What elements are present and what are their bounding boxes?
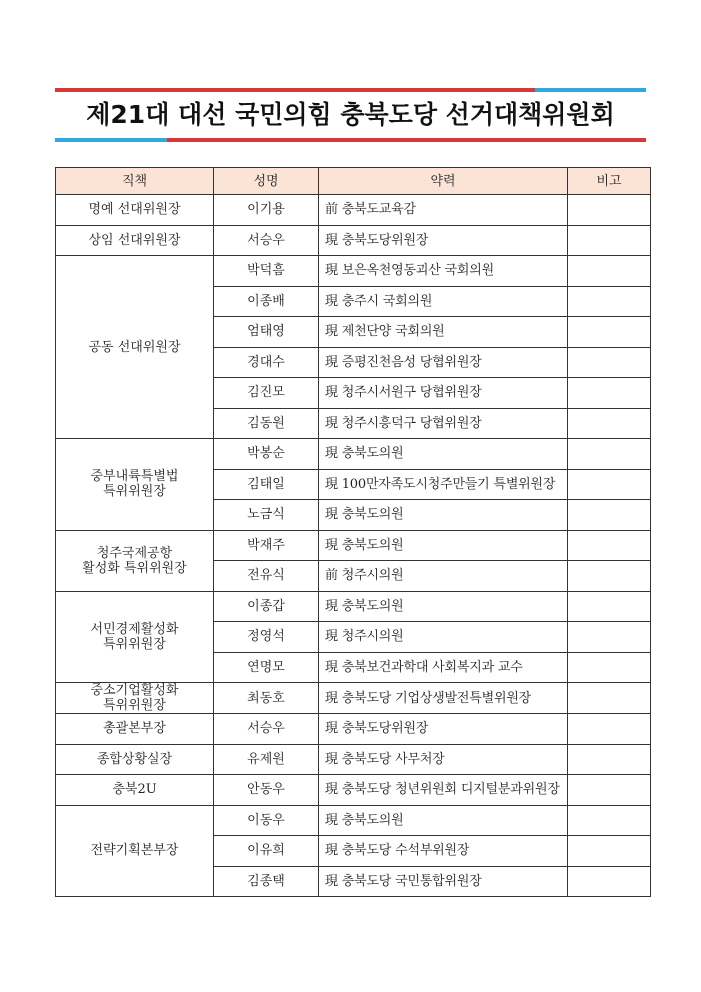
- career-cell: 前 청주시의원: [319, 561, 568, 592]
- career-cell: 現 증평진천음성 당협위원장: [319, 347, 568, 378]
- position-cell: 종합상황실장: [56, 744, 214, 775]
- note-cell: [568, 317, 651, 348]
- career-cell: 現 충북도당 수석부위원장: [319, 836, 568, 867]
- name-cell: 김태일: [214, 469, 319, 500]
- career-cell: 現 청주시의원: [319, 622, 568, 653]
- name-cell: 전유식: [214, 561, 319, 592]
- career-cell: 現 충북도의원: [319, 439, 568, 470]
- title-top-blue-bar: [535, 88, 646, 92]
- note-cell: [568, 561, 651, 592]
- name-cell: 유제원: [214, 744, 319, 775]
- position-cell: 청주국제공항 활성화 특위위원장: [56, 530, 214, 591]
- name-cell: 엄태영: [214, 317, 319, 348]
- career-cell: 現 청주시흥덕구 당협위원장: [319, 408, 568, 439]
- title-top-red-bar: [55, 88, 535, 92]
- name-cell: 김진모: [214, 378, 319, 409]
- position-cell: 중부내륙특별법 특위위원장: [56, 439, 214, 531]
- note-cell: [568, 683, 651, 714]
- table-row: [56, 195, 651, 226]
- note-cell: [568, 347, 651, 378]
- table-row: [56, 744, 651, 775]
- name-cell: 경대수: [214, 347, 319, 378]
- table-row: [56, 225, 651, 256]
- header-position: 직책: [56, 168, 214, 195]
- note-cell: [568, 225, 651, 256]
- note-cell: [568, 469, 651, 500]
- name-cell: 최동호: [214, 683, 319, 714]
- note-cell: [568, 591, 651, 622]
- position-cell: 서민경제활성화 특위위원장: [56, 591, 214, 683]
- career-cell: 現 충북보건과학대 사회복지과 교수: [319, 652, 568, 683]
- table-body: [56, 195, 651, 897]
- name-cell: 박봉순: [214, 439, 319, 470]
- note-cell: [568, 286, 651, 317]
- career-cell: 現 충북도의원: [319, 591, 568, 622]
- note-cell: [568, 530, 651, 561]
- name-cell: 안동우: [214, 775, 319, 806]
- table-row: [56, 775, 651, 806]
- career-cell: 現 충주시 국회의원: [319, 286, 568, 317]
- name-cell: 서승우: [214, 714, 319, 745]
- note-cell: [568, 744, 651, 775]
- career-cell: 現 충북도의원: [319, 805, 568, 836]
- career-cell: 現 충북도당 사무처장: [319, 744, 568, 775]
- note-cell: [568, 775, 651, 806]
- note-cell: [568, 714, 651, 745]
- career-cell: 現 제천단양 국회의원: [319, 317, 568, 348]
- career-cell: 現 충북도의원: [319, 530, 568, 561]
- header-career: 약력: [319, 168, 568, 195]
- name-cell: 연명모: [214, 652, 319, 683]
- header-note: 비고: [568, 168, 651, 195]
- table-row: [56, 439, 651, 470]
- career-cell: 現 보은옥천영동괴산 국회의원: [319, 256, 568, 287]
- position-cell: 총괄본부장: [56, 714, 214, 745]
- name-cell: 이동우: [214, 805, 319, 836]
- career-cell: 現 충북도당 청년위원회 디지털분과위원장: [319, 775, 568, 806]
- name-cell: 김종택: [214, 866, 319, 897]
- position-cell: 전략기획본부장: [56, 805, 214, 897]
- career-cell: 現 충북도의원: [319, 500, 568, 531]
- name-cell: 이기용: [214, 195, 319, 226]
- career-cell: 現 충북도당위원장: [319, 714, 568, 745]
- note-cell: [568, 836, 651, 867]
- note-cell: [568, 652, 651, 683]
- title-bottom-red-bar: [167, 138, 646, 142]
- career-cell: 現 청주시서원구 당협위원장: [319, 378, 568, 409]
- table-row: [56, 683, 651, 714]
- table-row: [56, 530, 651, 561]
- position-cell: 충북2U: [56, 775, 214, 806]
- table-row: [56, 591, 651, 622]
- note-cell: [568, 256, 651, 287]
- note-cell: [568, 439, 651, 470]
- committee-table: [55, 167, 651, 897]
- career-cell: 現 100만자족도시청주만들기 특별위원장: [319, 469, 568, 500]
- name-cell: 노금식: [214, 500, 319, 531]
- page-title: 제21대 대선 국민의힘 충북도당 선거대책위원회: [86, 100, 615, 129]
- note-cell: [568, 805, 651, 836]
- position-cell: 상임 선대위원장: [56, 225, 214, 256]
- position-cell: 명예 선대위원장: [56, 195, 214, 226]
- name-cell: 이종배: [214, 286, 319, 317]
- career-cell: 現 충북도당 국민통합위원장: [319, 866, 568, 897]
- note-cell: [568, 866, 651, 897]
- note-cell: [568, 408, 651, 439]
- name-cell: 이종갑: [214, 591, 319, 622]
- career-cell: 現 충북도당위원장: [319, 225, 568, 256]
- note-cell: [568, 378, 651, 409]
- table-row: [56, 805, 651, 836]
- note-cell: [568, 195, 651, 226]
- career-cell: 前 충북도교육감: [319, 195, 568, 226]
- name-cell: 박재주: [214, 530, 319, 561]
- note-cell: [568, 622, 651, 653]
- name-cell: 박덕흠: [214, 256, 319, 287]
- name-cell: 서승우: [214, 225, 319, 256]
- table-row: [56, 714, 651, 745]
- position-cell: 공동 선대위원장: [56, 256, 214, 439]
- note-cell: [568, 500, 651, 531]
- name-cell: 이유희: [214, 836, 319, 867]
- table-row: [56, 256, 651, 287]
- career-cell: 現 충북도당 기업상생발전특별위원장: [319, 683, 568, 714]
- position-cell: 중소기업활성화 특위위원장: [56, 683, 214, 714]
- title-bottom-blue-bar: [55, 138, 167, 142]
- name-cell: 김동원: [214, 408, 319, 439]
- header-name: 성명: [214, 168, 319, 195]
- name-cell: 정영석: [214, 622, 319, 653]
- table-header-row: [56, 168, 651, 195]
